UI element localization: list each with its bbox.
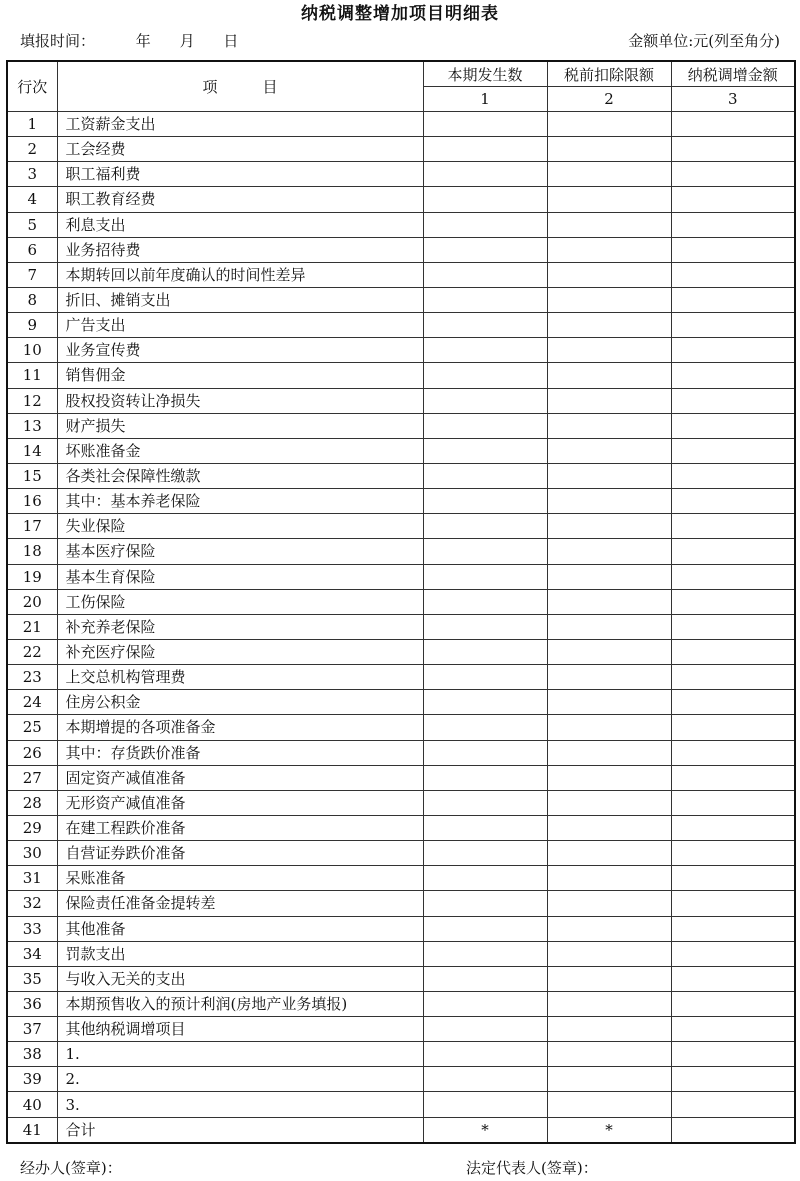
fill-time-line [20, 30, 262, 52]
row-item-cell: 3. [57, 1092, 423, 1117]
row-item-cell: 失业保险 [57, 514, 423, 539]
row-item-cell: 固定资产减值准备 [57, 765, 423, 790]
row-item-cell: 工资薪金支出 [57, 112, 423, 137]
table-row [7, 313, 795, 338]
deduction-limit-cell[interactable] [547, 564, 671, 589]
current-amount-cell[interactable] [423, 112, 547, 137]
table-row [7, 237, 795, 262]
table-body [7, 112, 795, 1143]
current-amount-cell[interactable] [423, 1092, 547, 1117]
adjustment-amount-cell[interactable] [671, 966, 795, 991]
adjustment-amount-cell[interactable] [671, 162, 795, 187]
adjustment-amount-cell[interactable] [671, 539, 795, 564]
current-amount-cell[interactable] [423, 1067, 547, 1092]
adjustment-amount-cell[interactable] [671, 815, 795, 840]
table-row [7, 790, 795, 815]
table-row [7, 212, 795, 237]
current-amount-cell[interactable] [423, 262, 547, 287]
adjustment-amount-cell[interactable] [671, 237, 795, 262]
current-amount-cell[interactable] [423, 137, 547, 162]
current-amount-cell[interactable] [423, 489, 547, 514]
deduction-limit-cell[interactable] [547, 665, 671, 690]
deduction-limit-cell[interactable] [547, 841, 671, 866]
adjustment-amount-cell[interactable] [671, 287, 795, 312]
deduction-limit-cell[interactable] [547, 690, 671, 715]
table-row [7, 866, 795, 891]
current-amount-cell[interactable] [423, 639, 547, 664]
current-amount-cell[interactable] [423, 363, 547, 388]
date-year-label: 年 [135, 32, 151, 50]
table-row [7, 841, 795, 866]
adjustment-amount-cell[interactable] [671, 614, 795, 639]
current-amount-cell[interactable] [423, 514, 547, 539]
adjustment-amount-cell[interactable] [671, 489, 795, 514]
deduction-limit-cell[interactable] [547, 966, 671, 991]
adjustment-amount-cell[interactable] [671, 589, 795, 614]
deduction-limit-cell[interactable] [547, 262, 671, 287]
row-item-cell: 业务招待费 [57, 237, 423, 262]
table-row [7, 1117, 795, 1143]
table-row [7, 137, 795, 162]
header-adjustment-amount: 纳税调增金额 [671, 61, 795, 87]
row-number-cell: 16 [7, 489, 57, 514]
deduction-limit-cell[interactable] [547, 187, 671, 212]
current-amount-cell[interactable] [423, 1017, 547, 1042]
deduction-limit-cell[interactable]: * [547, 1117, 671, 1143]
current-amount-cell[interactable] [423, 841, 547, 866]
legal-representative-signature-label: 法定代表人(签章)： [466, 1159, 598, 1177]
row-item-cell: 基本医疗保险 [57, 539, 423, 564]
adjustment-amount-cell[interactable] [671, 463, 795, 488]
adjustment-amount-cell[interactable] [671, 715, 795, 740]
deduction-limit-cell[interactable] [547, 489, 671, 514]
table-row [7, 489, 795, 514]
adjustment-amount-cell[interactable] [671, 765, 795, 790]
deduction-limit-cell[interactable] [547, 790, 671, 815]
fill-time-label: 填报时间： [20, 32, 96, 50]
row-number-cell: 21 [7, 614, 57, 639]
deduction-limit-cell[interactable] [547, 1017, 671, 1042]
row-item-cell: 补充养老保险 [57, 614, 423, 639]
table-row [7, 690, 795, 715]
current-amount-cell[interactable] [423, 162, 547, 187]
table-row [7, 262, 795, 287]
table-row [7, 941, 795, 966]
table-row [7, 162, 795, 187]
table-row [7, 1067, 795, 1092]
row-item-cell: 上交总机构管理费 [57, 665, 423, 690]
adjustment-amount-cell[interactable] [671, 564, 795, 589]
deduction-limit-cell[interactable] [547, 388, 671, 413]
row-number-cell: 6 [7, 237, 57, 262]
row-number-cell: 36 [7, 991, 57, 1016]
row-item-cell: 其他准备 [57, 916, 423, 941]
header-col-number-1: 1 [423, 87, 547, 112]
row-number-cell: 23 [7, 665, 57, 690]
row-number-cell: 7 [7, 262, 57, 287]
row-item-cell: 财产损失 [57, 413, 423, 438]
header-col-number-3: 3 [671, 87, 795, 112]
current-amount-cell[interactable] [423, 715, 547, 740]
row-number-cell: 8 [7, 287, 57, 312]
table-row [7, 815, 795, 840]
row-item-cell: 其中：存货跌价准备 [57, 740, 423, 765]
table-row [7, 765, 795, 790]
current-amount-cell[interactable] [423, 790, 547, 815]
row-number-cell: 38 [7, 1042, 57, 1067]
deduction-limit-cell[interactable] [547, 237, 671, 262]
row-number-cell: 20 [7, 589, 57, 614]
current-amount-cell[interactable] [423, 212, 547, 237]
adjustment-amount-cell[interactable] [671, 639, 795, 664]
adjustment-amount-cell[interactable] [671, 413, 795, 438]
adjustment-amount-cell[interactable] [671, 112, 795, 137]
deduction-limit-cell[interactable] [547, 137, 671, 162]
current-amount-cell[interactable] [423, 916, 547, 941]
row-number-cell: 13 [7, 413, 57, 438]
current-amount-cell[interactable] [423, 338, 547, 363]
adjustment-amount-cell[interactable] [671, 665, 795, 690]
row-number-cell: 3 [7, 162, 57, 187]
row-item-cell: 2. [57, 1067, 423, 1092]
deduction-limit-cell[interactable] [547, 539, 671, 564]
row-item-cell: 保险责任准备金提转差 [57, 891, 423, 916]
current-amount-cell[interactable] [423, 313, 547, 338]
table-row [7, 589, 795, 614]
row-item-cell: 与收入无关的支出 [57, 966, 423, 991]
current-amount-cell[interactable] [423, 564, 547, 589]
row-item-cell: 基本生育保险 [57, 564, 423, 589]
table-row [7, 514, 795, 539]
adjustment-amount-cell[interactable] [671, 438, 795, 463]
current-amount-cell[interactable] [423, 765, 547, 790]
table-row [7, 338, 795, 363]
deduction-limit-cell[interactable] [547, 765, 671, 790]
current-amount-cell[interactable] [423, 891, 547, 916]
row-number-cell: 5 [7, 212, 57, 237]
deduction-limit-cell[interactable] [547, 815, 671, 840]
row-number-cell: 28 [7, 790, 57, 815]
adjustment-amount-cell[interactable] [671, 891, 795, 916]
table-row [7, 363, 795, 388]
table-row [7, 614, 795, 639]
row-number-cell: 18 [7, 539, 57, 564]
adjustment-amount-cell[interactable] [671, 1067, 795, 1092]
table-row [7, 715, 795, 740]
row-item-cell: 职工福利费 [57, 162, 423, 187]
table-row [7, 1092, 795, 1117]
row-item-cell: 在建工程跌价准备 [57, 815, 423, 840]
current-amount-cell[interactable] [423, 815, 547, 840]
adjustment-amount-cell[interactable] [671, 1092, 795, 1117]
row-item-cell: 合计 [57, 1117, 423, 1143]
deduction-limit-cell[interactable] [547, 1067, 671, 1092]
row-number-cell: 14 [7, 438, 57, 463]
table-row [7, 891, 795, 916]
table-row [7, 639, 795, 664]
deduction-limit-cell[interactable] [547, 916, 671, 941]
table-row [7, 564, 795, 589]
row-item-cell: 各类社会保障性缴款 [57, 463, 423, 488]
document-title: 纳税调整增加项目明细表 [301, 4, 499, 24]
row-item-cell: 股权投资转让净损失 [57, 388, 423, 413]
fill-date-parts [136, 32, 263, 50]
adjustment-amount-cell[interactable] [671, 841, 795, 866]
adjustment-amount-cell[interactable] [671, 212, 795, 237]
adjustment-amount-cell[interactable] [671, 866, 795, 891]
table-row [7, 1042, 795, 1067]
row-item-cell: 住房公积金 [57, 690, 423, 715]
current-amount-cell[interactable] [423, 966, 547, 991]
adjustment-amount-cell[interactable] [671, 262, 795, 287]
current-amount-cell[interactable] [423, 991, 547, 1016]
table-row [7, 665, 795, 690]
row-number-cell: 24 [7, 690, 57, 715]
current-amount-cell[interactable] [423, 187, 547, 212]
row-item-cell: 补充医疗保险 [57, 639, 423, 664]
deduction-limit-cell[interactable] [547, 740, 671, 765]
table-row [7, 438, 795, 463]
row-number-cell: 9 [7, 313, 57, 338]
table-row [7, 413, 795, 438]
deduction-limit-cell[interactable] [547, 363, 671, 388]
adjustment-amount-cell[interactable] [671, 1117, 795, 1143]
current-amount-cell[interactable] [423, 1042, 547, 1067]
deduction-limit-cell[interactable] [547, 1092, 671, 1117]
row-item-cell: 自营证券跌价准备 [57, 841, 423, 866]
adjustment-amount-cell[interactable] [671, 916, 795, 941]
row-number-cell: 19 [7, 564, 57, 589]
row-number-cell: 27 [7, 765, 57, 790]
current-amount-cell[interactable] [423, 740, 547, 765]
row-number-cell: 33 [7, 916, 57, 941]
adjustment-amount-cell[interactable] [671, 941, 795, 966]
deduction-limit-cell[interactable] [547, 287, 671, 312]
row-item-cell: 本期预售收入的预计利润(房地产业务填报) [57, 991, 423, 1016]
deduction-limit-cell[interactable] [547, 1042, 671, 1067]
deduction-limit-cell[interactable] [547, 463, 671, 488]
row-number-cell: 1 [7, 112, 57, 137]
header-current-amount: 本期发生数 [423, 61, 547, 87]
current-amount-cell[interactable] [423, 438, 547, 463]
row-item-cell: 无形资产减值准备 [57, 790, 423, 815]
row-number-cell: 12 [7, 388, 57, 413]
header-deduction-limit: 税前扣除限额 [547, 61, 671, 87]
adjustment-amount-cell[interactable] [671, 137, 795, 162]
amount-unit-label: 金额单位:元(列至角分) [628, 32, 780, 50]
row-number-cell: 11 [7, 363, 57, 388]
deduction-limit-cell[interactable] [547, 438, 671, 463]
date-month-label: 月 [179, 32, 195, 50]
current-amount-cell[interactable] [423, 665, 547, 690]
current-amount-cell[interactable] [423, 614, 547, 639]
row-item-cell: 工会经费 [57, 137, 423, 162]
row-number-cell: 17 [7, 514, 57, 539]
row-item-cell: 其中：基本养老保险 [57, 489, 423, 514]
row-item-cell: 其他纳税调增项目 [57, 1017, 423, 1042]
adjustment-amount-cell[interactable] [671, 313, 795, 338]
row-item-cell: 本期增提的各项准备金 [57, 715, 423, 740]
deduction-limit-cell[interactable] [547, 112, 671, 137]
tax-adjustment-table [6, 60, 796, 1144]
deduction-limit-cell[interactable] [547, 338, 671, 363]
row-item-cell: 利息支出 [57, 212, 423, 237]
current-amount-cell[interactable] [423, 690, 547, 715]
current-amount-cell[interactable] [423, 589, 547, 614]
deduction-limit-cell[interactable] [547, 162, 671, 187]
deduction-limit-cell[interactable] [547, 514, 671, 539]
row-number-cell: 29 [7, 815, 57, 840]
header-col-number-2: 2 [547, 87, 671, 112]
adjustment-amount-cell[interactable] [671, 1017, 795, 1042]
row-item-cell: 折旧、摊销支出 [57, 287, 423, 312]
row-number-cell: 37 [7, 1017, 57, 1042]
row-item-cell: 销售佣金 [57, 363, 423, 388]
row-number-cell: 30 [7, 841, 57, 866]
current-amount-cell[interactable] [423, 539, 547, 564]
row-number-cell: 10 [7, 338, 57, 363]
adjustment-amount-cell[interactable] [671, 991, 795, 1016]
table-row [7, 991, 795, 1016]
current-amount-cell[interactable] [423, 287, 547, 312]
table-row [7, 1017, 795, 1042]
deduction-limit-cell[interactable] [547, 589, 671, 614]
table-row [7, 388, 795, 413]
deduction-limit-cell[interactable] [547, 991, 671, 1016]
deduction-limit-cell[interactable] [547, 413, 671, 438]
adjustment-amount-cell[interactable] [671, 187, 795, 212]
row-number-cell: 4 [7, 187, 57, 212]
row-item-cell: 广告支出 [57, 313, 423, 338]
deduction-limit-cell[interactable] [547, 212, 671, 237]
deduction-limit-cell[interactable] [547, 891, 671, 916]
row-item-cell: 坏账准备金 [57, 438, 423, 463]
current-amount-cell[interactable] [423, 941, 547, 966]
row-number-cell: 31 [7, 866, 57, 891]
date-day-label: 日 [223, 32, 239, 50]
row-number-cell: 22 [7, 639, 57, 664]
row-number-cell: 41 [7, 1117, 57, 1143]
row-item-cell: 呆账准备 [57, 866, 423, 891]
header-row-no: 行次 [7, 61, 57, 112]
header-item: 项 目 [57, 61, 423, 112]
deduction-limit-cell[interactable] [547, 313, 671, 338]
table-row [7, 187, 795, 212]
current-amount-cell[interactable] [423, 866, 547, 891]
adjustment-amount-cell[interactable] [671, 338, 795, 363]
handler-signature-label: 经办人(签章)： [20, 1159, 122, 1177]
row-number-cell: 39 [7, 1067, 57, 1092]
deduction-limit-cell[interactable] [547, 715, 671, 740]
table-row [7, 740, 795, 765]
row-number-cell: 40 [7, 1092, 57, 1117]
current-amount-cell[interactable] [423, 463, 547, 488]
table-row [7, 539, 795, 564]
row-item-cell: 职工教育经费 [57, 187, 423, 212]
table-row [7, 966, 795, 991]
table-row [7, 463, 795, 488]
adjustment-amount-cell[interactable] [671, 690, 795, 715]
row-number-cell: 2 [7, 137, 57, 162]
deduction-limit-cell[interactable] [547, 941, 671, 966]
adjustment-amount-cell[interactable] [671, 514, 795, 539]
current-amount-cell[interactable] [423, 388, 547, 413]
row-number-cell: 25 [7, 715, 57, 740]
adjustment-amount-cell[interactable] [671, 740, 795, 765]
adjustment-amount-cell[interactable] [671, 363, 795, 388]
row-item-cell: 业务宣传费 [57, 338, 423, 363]
row-item-cell: 本期转回以前年度确认的时间性差异 [57, 262, 423, 287]
deduction-limit-cell[interactable] [547, 639, 671, 664]
table-row [7, 916, 795, 941]
current-amount-cell[interactable] [423, 237, 547, 262]
row-number-cell: 26 [7, 740, 57, 765]
row-item-cell: 1. [57, 1042, 423, 1067]
row-number-cell: 34 [7, 941, 57, 966]
current-amount-cell[interactable] [423, 413, 547, 438]
table-row [7, 287, 795, 312]
row-item-cell: 工伤保险 [57, 589, 423, 614]
adjustment-amount-cell[interactable] [671, 388, 795, 413]
row-item-cell: 罚款支出 [57, 941, 423, 966]
deduction-limit-cell[interactable] [547, 866, 671, 891]
adjustment-amount-cell[interactable] [671, 790, 795, 815]
deduction-limit-cell[interactable] [547, 614, 671, 639]
row-number-cell: 32 [7, 891, 57, 916]
table-row [7, 112, 795, 137]
row-number-cell: 35 [7, 966, 57, 991]
row-number-cell: 15 [7, 463, 57, 488]
current-amount-cell[interactable]: * [423, 1117, 547, 1143]
adjustment-amount-cell[interactable] [671, 1042, 795, 1067]
